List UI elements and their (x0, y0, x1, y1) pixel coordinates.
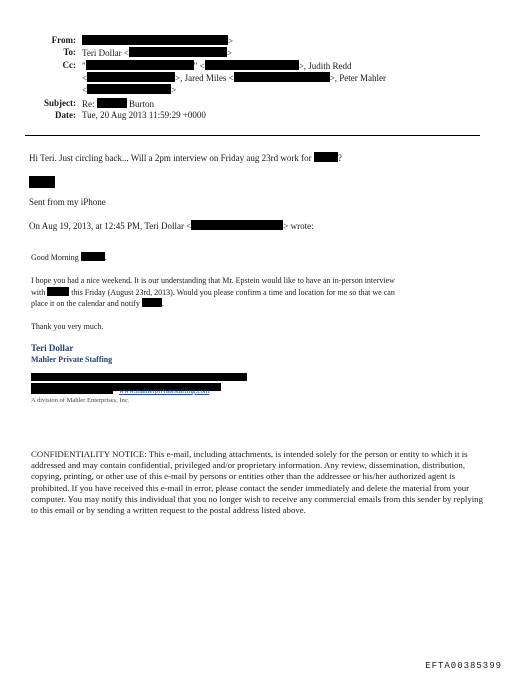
cc-line-2: < >, Jared Miles < >, Peter Mahler (82, 73, 387, 83)
header-divider (25, 135, 480, 136)
redaction-box (47, 287, 69, 296)
to-label: To: (63, 47, 76, 57)
document-id: EFTA00385399 (425, 661, 502, 671)
redaction-box (129, 47, 227, 57)
paragraph-line-3: place it on the calendar and notify . (31, 299, 164, 308)
redaction-box (29, 176, 55, 188)
sent-from: Sent from my iPhone (29, 197, 106, 207)
paragraph-line-2: with this Friday (August 23rd, 2013). Would you please confirm a time and location for me so that we can (31, 288, 395, 297)
redaction-box (87, 72, 175, 82)
signature-division: A division of Mahler Enterprises, Inc. (31, 397, 130, 404)
quote-intro: On Aug 19, 2013, at 12:45 PM, Teri Dollar < > wrote: (29, 221, 314, 231)
redaction-box (31, 387, 113, 394)
signature-company: Mahler Private Staffing (31, 355, 113, 364)
redaction-box (97, 98, 127, 108)
reply-line: Hi Teri. Just circling back... Will a 2pm interview on Friday aug 23rd work for ? (29, 153, 342, 163)
redaction-box (82, 35, 228, 45)
redaction-box (314, 152, 338, 162)
website-link[interactable]: www.mahlerprivatestaffing.com (118, 387, 210, 395)
confidentiality-notice: CONFIDENTIALITY NOTICE: This e-mail, including attachments, is intended solely for the person or entity to which it is addressed and may contain confidential, privileged and/or proprietary information. Any review, dissemination, distribution, copying, printing, or other use of this e-mail by persons or entities other than the addressee or his/her authorized agent is prohibited. If you have received this e-mail in error, please contact the sender immediately and delete the material from your computer. You may notify this individual that you no longer wish to receive any commercial emails from this sender by replying to this email or by sending a written request to the postal address listed above. (31, 449, 483, 516)
cc-line-3: < > (82, 85, 177, 95)
redaction-box (86, 60, 194, 70)
subject-value: Re: Burton (82, 99, 155, 109)
redaction-box (205, 60, 299, 70)
paragraph-line-1: I hope you had a nice weekend. It is our understanding that Mr. Epstein would like to have an in-person interview (31, 276, 395, 285)
thanks: Thank you very much. (31, 322, 104, 331)
signature-website-line: • www.mahlerprivatestaffing.com (31, 386, 209, 396)
subject-label: Subject: (44, 98, 76, 108)
date-value: Tue, 20 Aug 2013 11:59:29 +0000 (82, 110, 206, 120)
cc-line-1: " " < >, Judith Redd (82, 61, 352, 71)
to-value: Teri Dollar < > (82, 48, 233, 58)
from-value: > (82, 35, 233, 47)
redaction-box (81, 252, 105, 261)
signature-name: Teri Dollar (31, 343, 74, 353)
date-label: Date: (55, 110, 76, 120)
redaction-box (142, 298, 162, 307)
from-label: From: (51, 35, 76, 45)
redaction-box (234, 72, 330, 82)
cc-label: Cc: (62, 60, 76, 70)
redaction-box (191, 220, 283, 230)
redacted-signature (29, 174, 55, 192)
greeting: Good Morning . (31, 253, 107, 262)
redaction-box (87, 84, 171, 94)
